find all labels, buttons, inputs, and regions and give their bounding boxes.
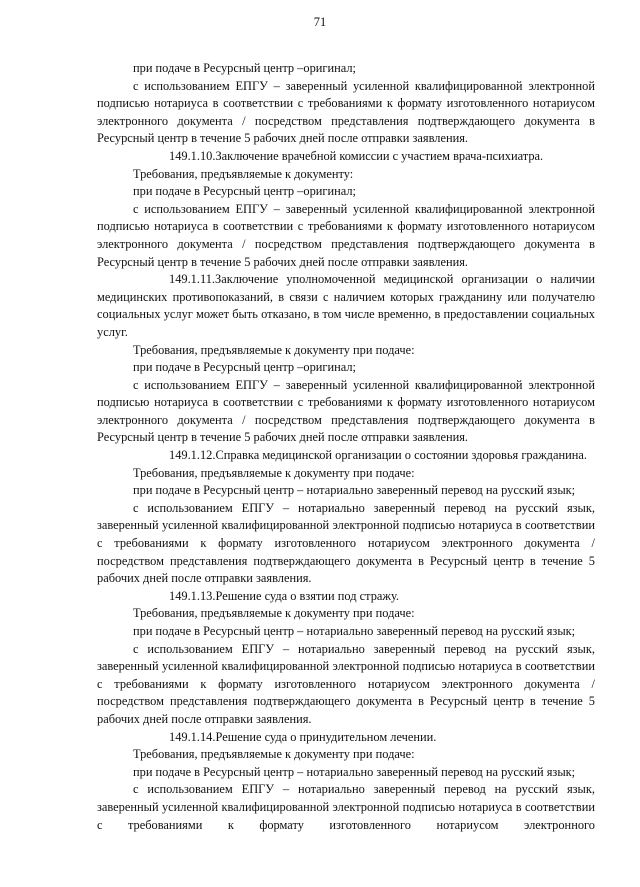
paragraph: Требования, предъявляемые к документу при подаче: [133,342,415,357]
paragraph: при подаче в Ресурсный центр – нотариально заверенный перевод на русский язык; [133,624,576,638]
paragraph: Требования, предъявляемые к документу: [133,166,354,181]
paragraph: с использованием ЕПГУ – заверенный усиленной квалифицированной электронной подписью нотариуса в соответствии с требованиями к формату изготовленного нотариусом электронного документа / посредством представления подтверждающего документа в Ресурсный центр в течение 5 рабочих дней после отправки заявления. [97,377,595,445]
paragraph: с использованием ЕПГУ – нотариально заверенный перевод на русский язык, заверенный усиленной квалифицированной электронной подписью нотариуса в соответствии с требованиями к формату изготовленного нотариусом электронного документа / посредством представления подтверждающего документа в Ресурсный центр в течение 5 рабочих дней после отправки заявления. [97,641,595,726]
page-body [97,60,595,834]
paragraph: при подаче в Ресурсный центр –оригинал; [133,61,356,75]
item-heading [97,729,595,747]
item-heading [97,588,595,606]
item-title: Решение суда о принудительном лечении. [215,729,437,744]
paragraph: с использованием ЕПГУ – заверенный усиленной квалифицированной электронной подписью нотариуса в соответствии с требованиями к формату изготовленного нотариусом электронного документа / посредством представления подтверждающего документа в Ресурсный центр в течение 5 рабочих дней после отправки заявления. [97,201,595,269]
item-title: Справка медицинской организации о состоянии здоровья гражданина. [215,448,587,463]
item-number: 149.1.12. [169,448,216,463]
item-heading [97,447,595,465]
item-number: 149.1.13. [169,588,216,603]
item-heading [97,271,595,341]
paragraph: с использованием ЕПГУ – нотариально заверенный перевод на русский язык, заверенный усиленной квалифицированной электронной подписью нотариуса в соответствии с требованиями к формату изготовленного нотариусом электронного документа / посредством представления подтверждающего документа в Ресурсный центр в течение 5 рабочих дней после отправки заявления. [97,500,595,586]
paragraph: при подаче в Ресурсный центр – нотариально заверенный перевод на русский язык; [133,483,576,498]
paragraph: Требования, предъявляемые к документу при подаче: [133,606,415,621]
paragraph: при подаче в Ресурсный центр –оригинал; [133,184,356,199]
paragraph: с использованием ЕПГУ – нотариально заверенный перевод на русский язык, заверенный усиленной квалифицированной электронной подписью нотариуса в соответствии с требованиями к формату изготовленного нотариусом электронного [97,782,595,832]
item-number: 149.1.14. [169,729,216,744]
paragraph: Требования, предъявляемые к документу при подаче: [133,747,415,762]
item-title: Заключение уполномоченной медицинской организации о наличии медицинских противопоказаний, в связи с наличием которых гражданину или получателю социальных услуг может быть отказано, в том числе временно, в предоставлении социальных услуг. [97,272,595,339]
item-number: 149.1.10. [169,148,216,163]
paragraph: Требования, предъявляемые к документу при подаче: [133,465,415,480]
paragraph: с использованием ЕПГУ – заверенный усиленной квалифицированной электронной подписью нотариуса в соответствии с требованиями к формату изготовленного нотариусом электронного документа / посредством представления подтверждающего документа в Ресурсный центр в течение 5 рабочих дней после отправки заявления. [97,78,595,146]
item-title: Решение суда о взятии под стражу. [215,588,400,603]
page-number: 71 [313,15,327,29]
paragraph: при подаче в Ресурсный центр –оригинал; [133,360,356,375]
paragraph: при подаче в Ресурсный центр – нотариально заверенный перевод на русский язык; [133,764,576,779]
item-number: 149.1.11. [169,272,216,287]
item-title: Заключение врачебной комиссии с участием врача-психиатра. [215,148,544,163]
item-heading [97,148,595,166]
